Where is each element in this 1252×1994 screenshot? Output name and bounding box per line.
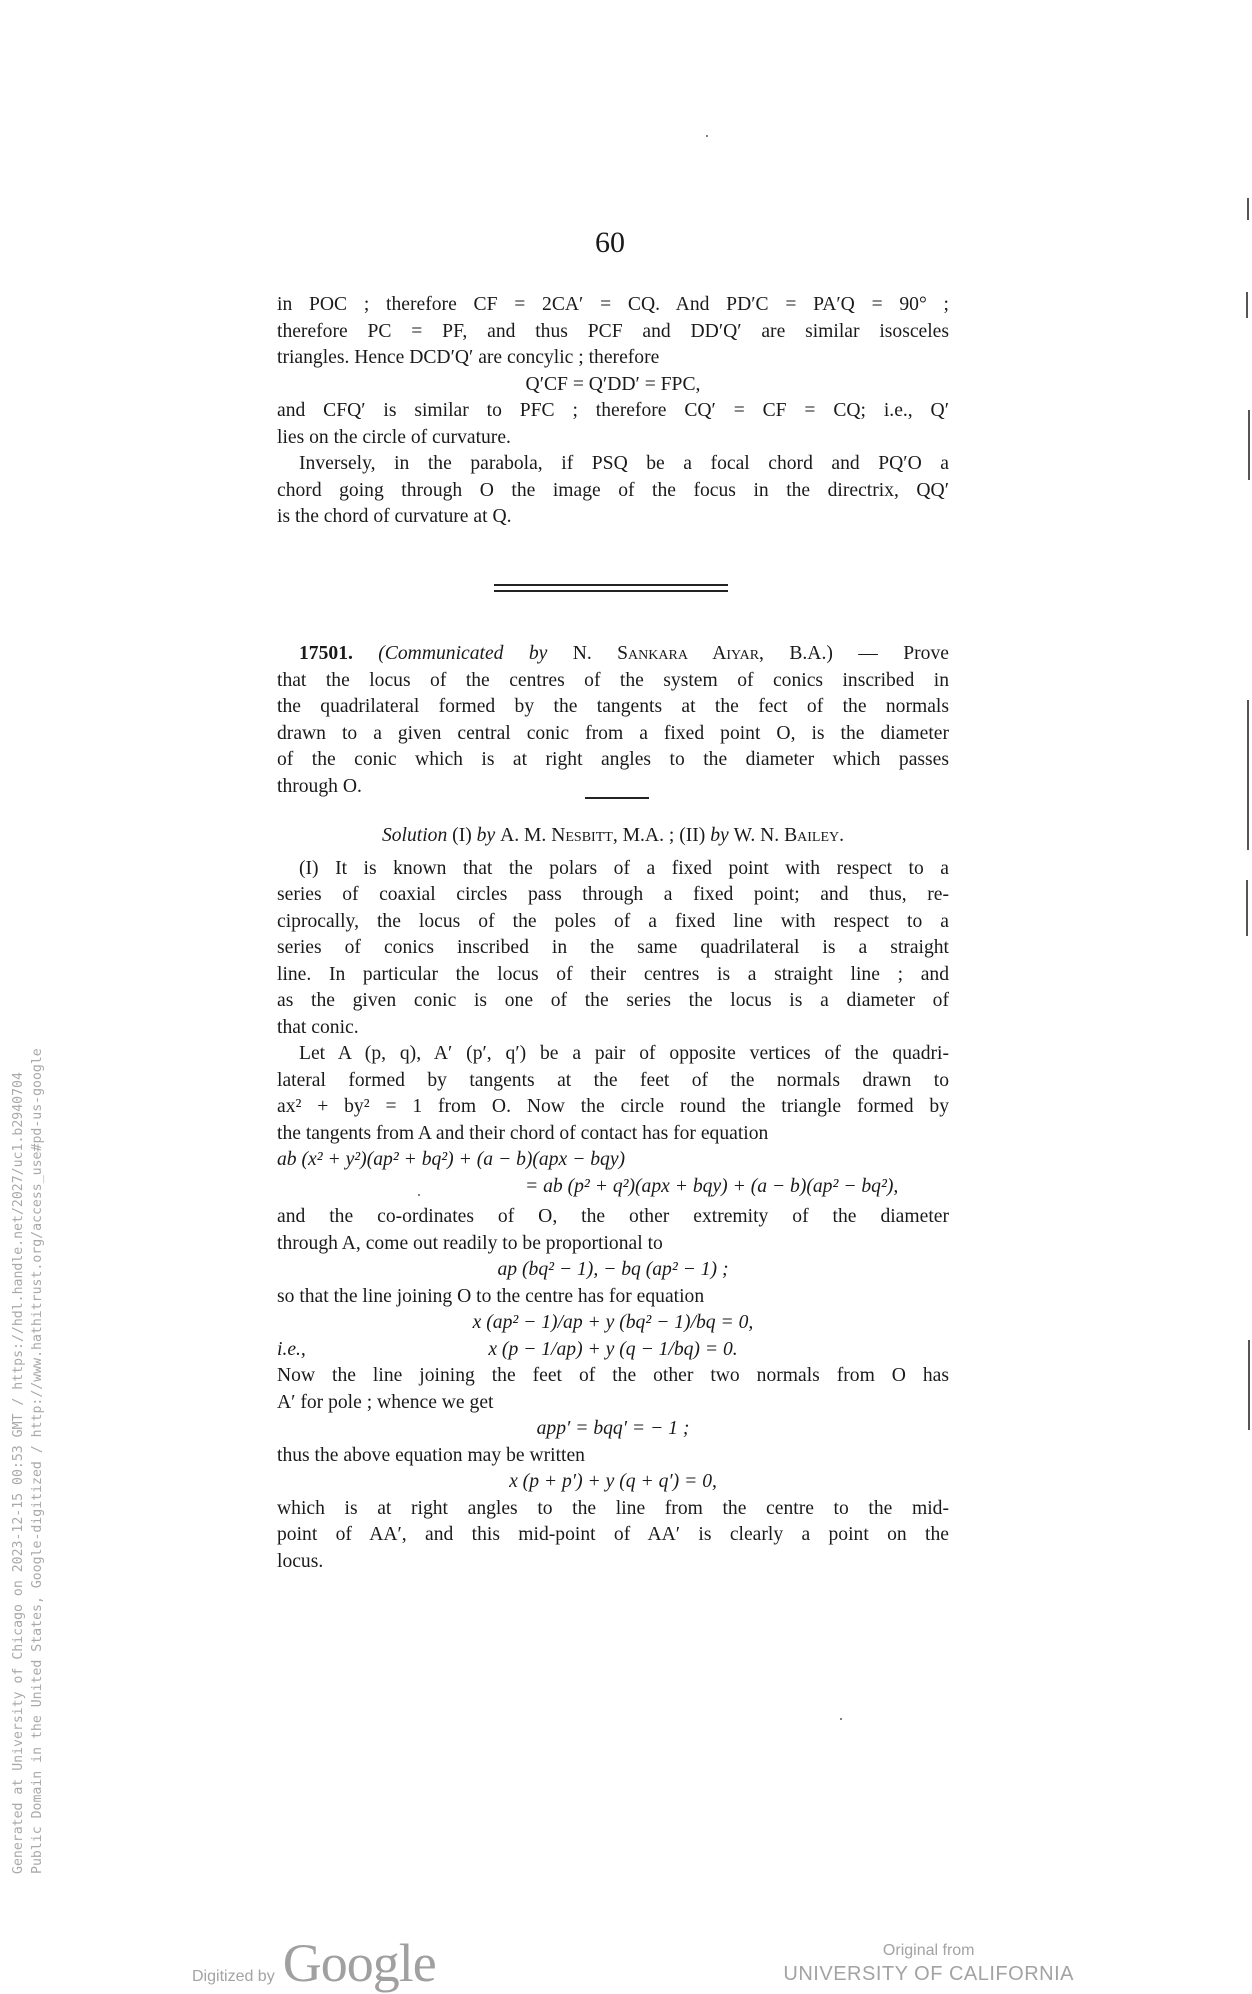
scan-dot	[418, 1194, 420, 1196]
section-divider	[494, 584, 728, 592]
text-line: series of conics inscribed in the same quadrilateral is a straight	[277, 937, 949, 958]
text-line: lies on the circle of curvature.	[277, 426, 511, 448]
original-label: Original from	[882, 1942, 975, 1959]
scan-mark	[1246, 292, 1248, 318]
text-line: therefore PC = PF, and thus PCF and DD′Q′ are similar isosceles	[277, 320, 949, 342]
solver-2: W. N. Bailey.	[733, 825, 845, 846]
text-line: series of coaxial circles pass through a fixed point; and thus, re-	[277, 884, 949, 905]
original-from	[783, 1941, 1074, 1987]
text-line: so that the line joining O to the centre has for equation	[277, 1285, 705, 1307]
text-line: lateral formed by tangents at the feet of the normals drawn to	[277, 1069, 949, 1091]
text-line: that the locus of the centres of the system of conics inscribed in	[277, 669, 949, 691]
scan-dot	[840, 1718, 842, 1720]
scan-mark	[1248, 1340, 1250, 1430]
text-line: in POC ; therefore CF = 2CA′ = CQ. And PD′C = PA′Q = 90° ;	[277, 294, 949, 315]
text-line: (I) It is known that the polars of a fixed point with respect to a	[299, 857, 949, 879]
text-line: the tangents from A and their chord of contact has for equation	[277, 1122, 769, 1144]
solver-1: A. M. Nesbitt, M.A. ;	[500, 825, 675, 846]
text-line: line. In particular the locus of their centres is a straight line ; and	[277, 963, 949, 985]
equation: ap (bq² − 1), − bq (ap² − 1) ;	[497, 1259, 729, 1280]
continuation-paragraph	[277, 292, 949, 531]
equation: Q′CF = Q′DD′ = FPC,	[525, 373, 701, 395]
text-line: and the co-ordinates of O, the other extremity of the diameter	[277, 1206, 949, 1227]
text-line: through O.	[277, 775, 362, 797]
text-line: drawn to a given central conic from a fixed point O, is the diameter	[277, 722, 949, 744]
scan-mark	[1248, 410, 1250, 480]
problem-author: N. Sankara Aiyar, B.A.)	[572, 643, 833, 664]
text-line: chord going through O the image of the focus in the directrix, QQ′	[277, 479, 949, 501]
text-line: of the conic which is at right angles to the diameter which passes	[277, 749, 949, 770]
page-number: 60	[595, 226, 625, 259]
problem-line-tail: — Prove	[858, 643, 949, 664]
scan-mark	[1247, 198, 1249, 220]
text-line: which is at right angles to the line from the centre to the mid-	[277, 1497, 949, 1519]
google-logo-icon: Google	[282, 1933, 436, 1993]
university-name: UNIVERSITY OF CALIFORNIA	[783, 1963, 1074, 1985]
communicated-label: (Communicated by	[378, 643, 548, 664]
text-line: that conic.	[277, 1016, 359, 1038]
problem-statement	[277, 641, 949, 800]
text-line: A′ for pole ; whence we get	[277, 1391, 494, 1413]
scan-mark	[1247, 700, 1249, 850]
sidebar-line: Generated at University of Chicago on 2023-12-15 00:53 GMT / https://hdl.handle.net/2027/uc1.b2940704	[11, 1072, 26, 1874]
sidebar-line: Public Domain in the United States, Google-digitized / http://www.hathitrust.org/access_use#pd-us-google	[30, 1048, 45, 1874]
text-line: Let A (p, q), A′ (p′, q′) be a pair of opposite vertices of the quadri-	[299, 1043, 949, 1064]
equation: x (p − 1/ap) + y (q − 1/bq) = 0.	[488, 1338, 738, 1360]
digitized-by-google	[192, 1932, 436, 1994]
text-line: point of AA′, and this mid-point of AA′ is clearly a point on the	[277, 1524, 949, 1545]
text-line: Now the line joining the feet of the other two normals from O has	[277, 1365, 949, 1386]
ie-label: i.e.,	[277, 1338, 306, 1360]
equation: app′ = bqq′ = − 1 ;	[536, 1418, 690, 1439]
text-line: ciprocally, the locus of the poles of a fixed line with respect to a	[277, 910, 949, 932]
text-line: Inversely, in the parabola, if PSQ be a focal chord and PQ′O a	[299, 453, 949, 474]
text-line: is the chord of curvature at Q.	[277, 506, 512, 527]
equation: x (ap² − 1)/ap + y (bq² − 1)/bq = 0,	[472, 1312, 754, 1333]
problem-heading-line	[277, 641, 949, 668]
equation: x (p + p′) + y (q + q′) = 0,	[509, 1471, 717, 1492]
equation: ab (x² + y²)(ap² + bq²) + (a − b)(apx − bqy)	[277, 1149, 626, 1170]
solution	[277, 823, 949, 1575]
digitized-label: Digitized by	[192, 1968, 275, 1985]
solution-label: Solution	[381, 825, 448, 846]
text-line: ax² + by² = 1 from O. Now the circle round the triangle formed by	[277, 1096, 949, 1117]
text-line: triangles. Hence DCD′Q′ are concylic ; therefore	[277, 347, 660, 368]
text-line: locus.	[277, 1550, 324, 1572]
scan-mark	[1246, 880, 1248, 936]
short-divider	[585, 797, 649, 799]
scan-dot	[706, 135, 708, 137]
text-line: as the given conic is one of the series the locus is a diameter of	[277, 990, 949, 1011]
text-line: and CFQ′ is similar to PFC ; therefore CQ′ = CF = CQ; i.e., Q′	[277, 400, 949, 421]
text-line: through A, come out readily to be proportional to	[277, 1232, 663, 1254]
equation-row	[277, 1337, 949, 1364]
text-line: thus the above equation may be written	[277, 1444, 585, 1466]
hathitrust-sidebar	[9, 914, 47, 1874]
solution-heading: Solution (I) by A. M. Nesbitt, M.A. ; (II) by W. N. Bailey.	[381, 825, 845, 846]
text-line: the quadrilateral formed by the tangents at the fect of the normals	[277, 696, 949, 717]
equation: = ab (p² + q²)(apx + bqy) + (a − b)(ap² − bq²),	[525, 1175, 899, 1197]
problem-number: 17501.	[299, 643, 353, 664]
